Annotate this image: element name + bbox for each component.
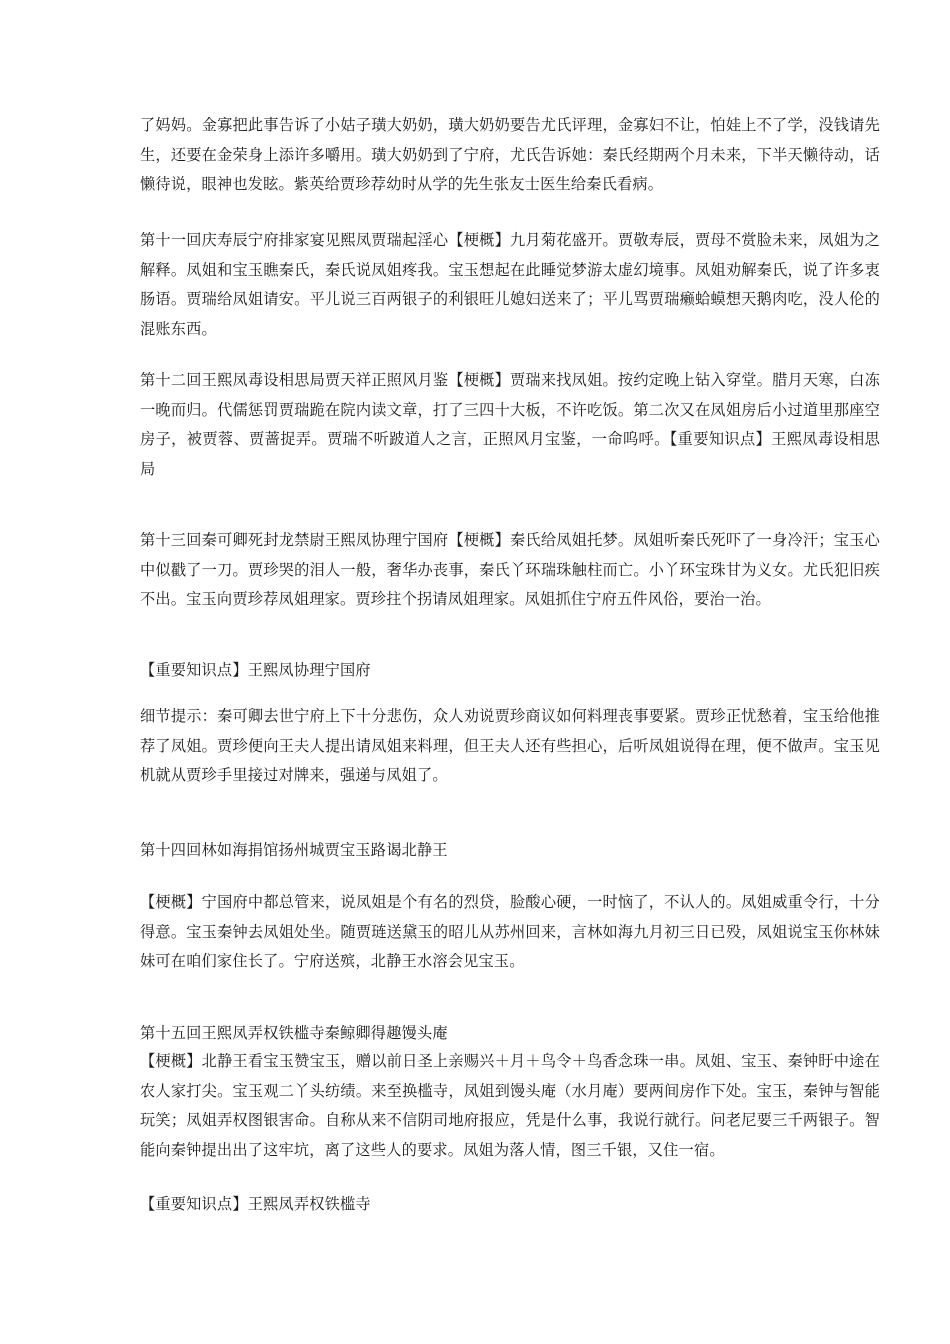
paragraph-chapter-11: 第十一回庆寿辰宁府排家宴见熙凤贾瑞起淫心【梗概】九月菊花盛开。贾敬寿辰，贾母不赏脸未来，凤姐为之解释。凤姐和宝玉瞧秦氏，秦氏说凤姐疼我。宝玉想起在此睡觉梦游太虚幻境事。凤姐劝解秦氏，说了许多衷肠语。贾瑞给凤姐请安。平儿说三百两银子的利银旺儿媳妇送来了；平儿骂贾瑞癞蛤蟆想天鹅肉吃，没人伦的混账东西。 xyxy=(140,231,880,338)
paragraph-chapter-13-detail: 细节提示：秦可卿去世宁府上下十分悲伤，众人劝说贾珍商议如何料理丧事要紧。贾珍正忧愁着，宝玉给他推荐了凤姐。贾珍便向王夫人提出请凤姐来料理，但王夫人还有些担心，后听凤姐说得在理，便不做声。宝玉见机就从贾珍手里接过对牌来，强递与凤姐了。 xyxy=(140,707,880,785)
paragraph-chapter-14-title: 第十四回林如海捐馆扬州城贾宝玉路谒北静王 xyxy=(140,841,448,859)
paragraph-chapter-15-key-point: 【重要知识点】王熙凤弄权铁槛寺 xyxy=(140,1195,371,1213)
paragraph-chapter-13: 第十三回秦可卿死封龙禁尉王熙凤协理宁国府【梗概】秦氏给凤姐托梦。凤姐听秦氏死吓了一身冷汗；宝玉心中似戳了一刀。贾珍哭的泪人一般，奢华办丧事，秦氏丫环瑞珠触柱而亡。小丫环宝珠甘为义女。尤氏犯旧疾不出。宝玉向贾珍荐凤姐理家。贾珍拄个拐请凤姐理家。凤姐抓住宁府五件风俗，要治一治。 xyxy=(140,531,880,609)
paragraph-jin-widow-story: 了妈妈。金寡把此事告诉了小姑子璜大奶奶，璜大奶奶要告尤氏评理，金寡妇不让，怕娃上不了学，没钱请先生，还要在金荣身上添许多嚼用。璜大奶奶到了宁府，尤氏告诉她：秦氏经期两个月未来，下半天懒待动，话懒待说，眼神也发眩。紫英给贾珍荐幼时从学的先生张友士医生给秦氏看病。 xyxy=(140,116,880,194)
paragraph-chapter-15-summary: 【梗概】北静王看宝玉赞宝玉，赠以前日圣上亲赐兴＋月＋鸟令＋鸟香念珠一串。凤姐、宝玉、秦钟盱中途在农人家打尖。宝玉观二丫头纺绩。来至换槛寺，凤姐到馒头庵（水月庵）要两间房作下处。宝玉，秦钟与智能玩笑；凤姐弄权图银害命。自称从来不信阴司地府报应，凭是什么事，我说行就行。问老尼要三千两银子。智能向秦钟提出出了这牢坑，离了这些人的要求。凤姐为落人情，图三千银，又住一宿。 xyxy=(140,1052,880,1159)
paragraph-chapter-14-summary: 【梗概】宁国府中都总管来，说凤姐是个有名的烈贷，脸酸心硬，一时恼了，不认人的。凤姐威重令行，十分得意。宝玉秦钟去凤姐处坐。随贾琏送黛玉的昭儿从苏州回来，言林如海九月初三日已殁，凤姐说宝玉你林妹妹可在咱们家住长了。宁府送殡，北静王水溶会见宝玉。 xyxy=(140,893,880,971)
paragraph-chapter-12: 第十二回王熙凤毒设相思局贾天祥正照风月鉴【梗概】贾瑞来找凤姐。按约定晚上钻入穿堂。腊月天寒，白冻一晚而归。代儒惩罚贾瑞跪在院内读文章，打了三四十大板，不许吃饭。第二次又在凤姐房后小过道里那座空房子，被贾蓉、贾蔷捉弄。贾瑞不听跛道人之言，正照风月宝鉴，一命呜呼。【重要知识点】王熙凤毒设相思局 xyxy=(140,371,880,478)
paragraph-chapter-15-title: 第十五回王熙凤弄权铁槛寺秦鲸卿得趣馒头庵 xyxy=(140,1024,448,1042)
paragraph-chapter-13-key-point: 【重要知识点】王熙凤协理宁国府 xyxy=(140,661,371,679)
